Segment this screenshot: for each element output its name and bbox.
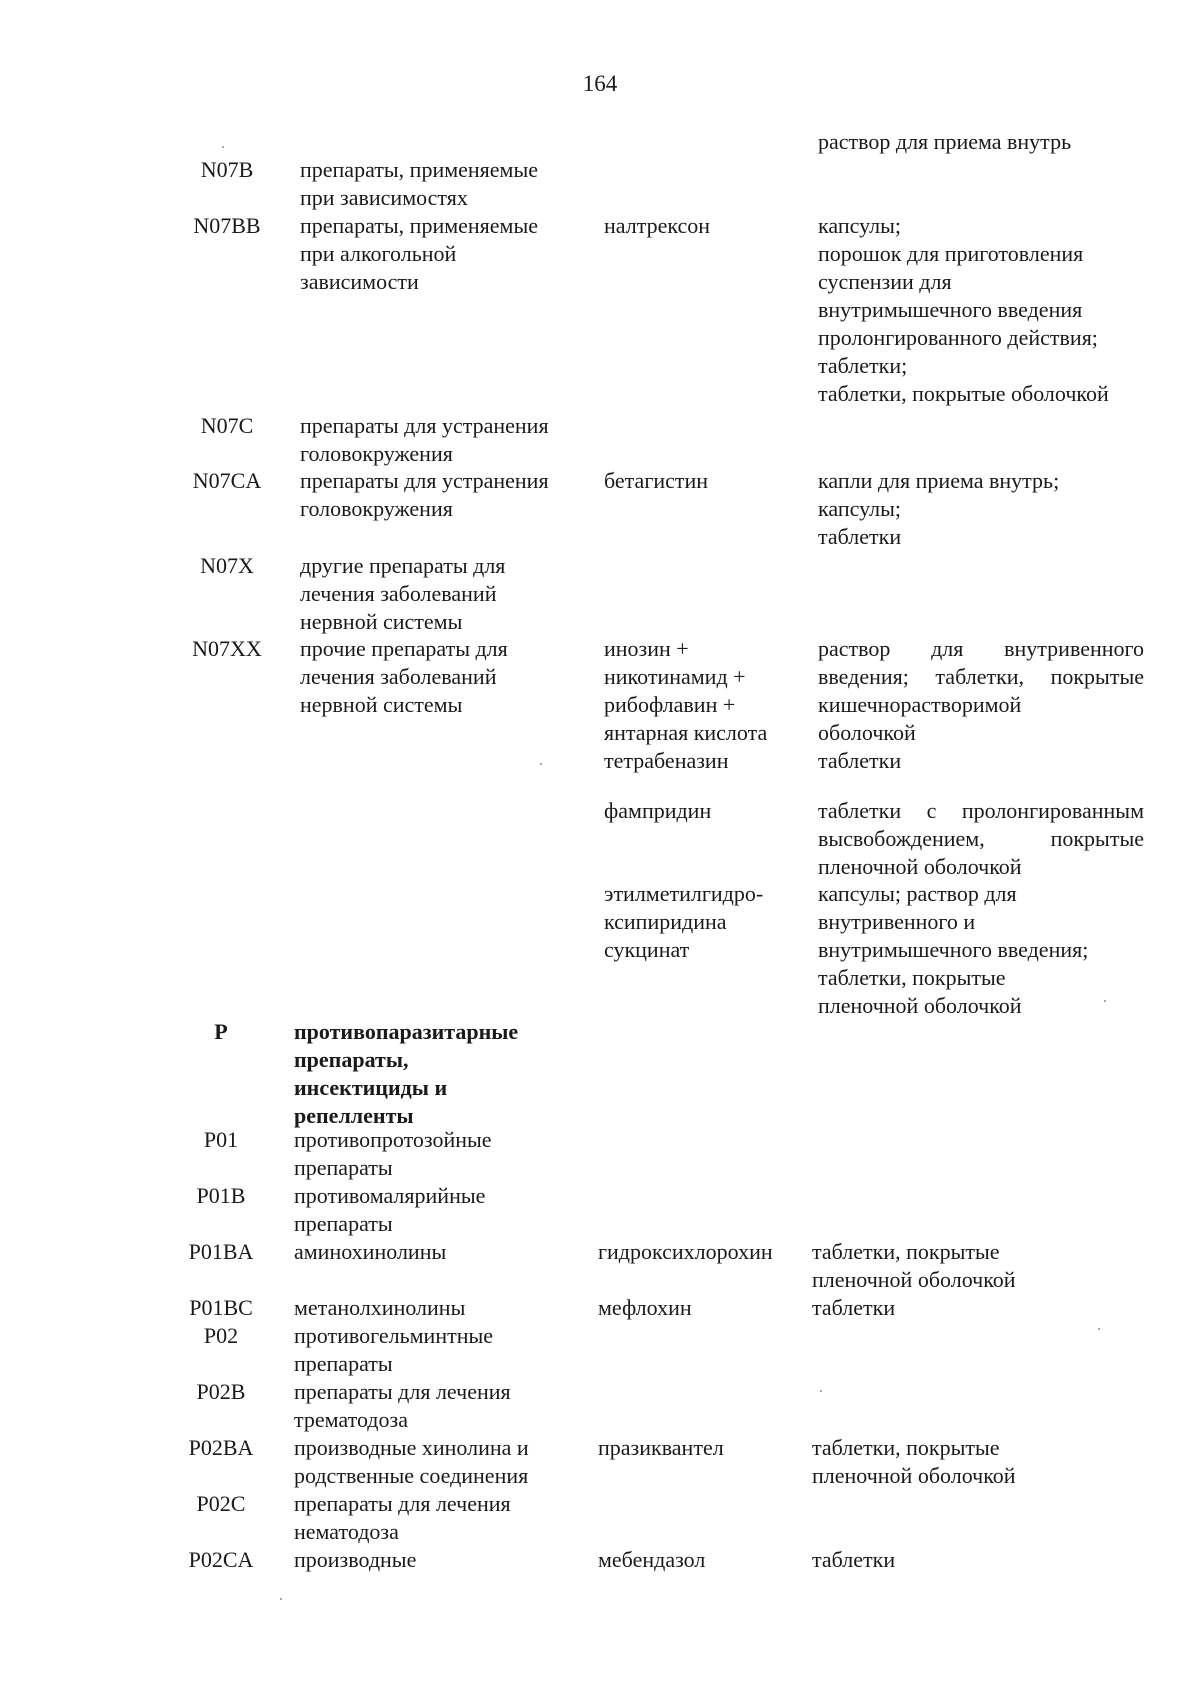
drug-name-line: янтарная кислота [604, 720, 768, 745]
drug-name-line: мебендазол [598, 1547, 706, 1572]
atc-code: N07CA [192, 468, 262, 493]
atc-group-name-line: при зависимостях [300, 185, 468, 210]
dosage-form-line: таблетки [812, 1547, 896, 1572]
dosage-form-line: внутримышечного введения; [818, 937, 1089, 962]
atc-group-name-line: родственные соединения [294, 1463, 529, 1488]
dosage-form-line: внутримышечного введения [818, 297, 1083, 322]
atc-group-name-line: лечения заболеваний [300, 581, 497, 606]
drug-name-line: фампридин [604, 798, 712, 823]
atc-code: N07X [200, 553, 254, 578]
dosage-form-line: раствор для приема внутрь [818, 129, 1072, 154]
atc-group-name-line: прочие препараты для [300, 636, 508, 661]
scan-speck [280, 1598, 282, 1600]
atc-code: P01B [196, 1183, 246, 1208]
dosage-form-line: таблетки [818, 524, 902, 549]
atc-group-name-line: нервной системы [300, 692, 463, 717]
atc-group-name-line: препараты для лечения [294, 1491, 511, 1516]
drug-name-line: инозин + [604, 636, 689, 661]
atc-group-name-line: препараты, применяемые [300, 157, 539, 182]
dosage-form-line: пленочной оболочкой [812, 1267, 1016, 1292]
atc-group-name-line: препараты, применяемые [300, 213, 539, 238]
dosage-form-line: таблетки [812, 1295, 896, 1320]
dosage-form-line: пленочной оболочкой [812, 1463, 1016, 1488]
atc-group-name-line: лечения заболеваний [300, 664, 497, 689]
dosage-form-line: раствор для внутривенного [818, 636, 1144, 661]
atc-code: N07B [200, 157, 254, 182]
dosage-form-line: капли для приема внутрь; [818, 468, 1060, 493]
scan-speck [540, 763, 542, 765]
atc-group-name-line: препараты [294, 1155, 393, 1180]
dosage-form-line: таблетки с пролонгированным [818, 798, 1144, 823]
atc-group-name-line: противомалярийные [294, 1183, 486, 1208]
dosage-form-line: таблетки, покрытые [812, 1239, 1000, 1264]
drug-name-line: празиквантел [598, 1435, 724, 1460]
drug-name-line: налтрексон [604, 213, 711, 238]
drug-name-line: сукцинат [604, 937, 690, 962]
atc-code: N07XX [192, 636, 262, 661]
drug-name-line: рибофлавин + [604, 692, 736, 717]
atc-group-name-line: нематодоза [294, 1519, 399, 1544]
page-number: 164 [582, 71, 618, 96]
atc-code: P02 [203, 1323, 239, 1348]
atc-code: P01BA [188, 1239, 254, 1264]
dosage-form-line: внутривенного и [818, 909, 976, 934]
atc-code: P02CA [188, 1547, 254, 1572]
dosage-form-line: пленочной оболочкой [818, 854, 1022, 879]
atc-group-name-line: другие препараты для [300, 553, 506, 578]
dosage-form-line: таблетки [818, 748, 902, 773]
drug-name-line: ксипиридина [604, 909, 727, 934]
atc-code: P02BA [188, 1435, 254, 1460]
atc-group-name-line: противопротозойные [294, 1127, 492, 1152]
dosage-form-line: таблетки; [818, 353, 908, 378]
dosage-form-line: суспензии для [818, 269, 952, 294]
atc-group-name-line: препараты [294, 1211, 393, 1236]
atc-group-name-line: противогельминтные [294, 1323, 494, 1348]
atc-code: P [214, 1019, 228, 1044]
atc-group-name-line: препараты, [294, 1047, 409, 1072]
drug-name-line: этилметилгидро- [604, 881, 764, 906]
dosage-form-line: пленочной оболочкой [818, 993, 1022, 1018]
atc-group-name-line: препараты для устранения [300, 468, 549, 493]
atc-group-name-line: производные [294, 1547, 417, 1572]
atc-code: P01BC [189, 1295, 253, 1320]
drug-name-line: никотинамид + [604, 664, 746, 689]
dosage-form-line: пролонгированного действия; [818, 325, 1098, 350]
dosage-form-line: высвобождением, покрытые [818, 826, 1144, 851]
atc-group-name-line: метанолхинолины [294, 1295, 466, 1320]
scan-speck [222, 146, 224, 148]
atc-group-name-line: производные хинолина и [294, 1435, 529, 1460]
atc-group-name-line: аминохинолины [294, 1239, 447, 1264]
drug-name-line: гидроксихлорохин [598, 1239, 773, 1264]
atc-code: P02B [196, 1379, 246, 1404]
atc-group-name-line: препараты [294, 1351, 393, 1376]
atc-code: N07C [200, 413, 254, 438]
dosage-form-line: таблетки, покрытые [812, 1435, 1000, 1460]
dosage-form-line: кишечнорастворимой [818, 692, 1022, 717]
atc-group-name-line: головокружения [300, 496, 453, 521]
atc-group-name-line: трематодоза [294, 1407, 408, 1432]
drug-name-line: тетрабеназин [604, 748, 729, 773]
atc-group-name-line: репелленты [294, 1103, 414, 1128]
atc-code: N07BB [193, 213, 261, 238]
atc-group-name-line: противопаразитарные [294, 1019, 519, 1044]
atc-code: P02C [196, 1491, 246, 1516]
atc-group-name-line: головокружения [300, 441, 453, 466]
atc-group-name-line: препараты для лечения [294, 1379, 511, 1404]
atc-group-name-line: инсектициды и [294, 1075, 448, 1100]
dosage-form-line: порошок для приготовления [818, 241, 1084, 266]
drug-name-line: бетагистин [604, 468, 709, 493]
scan-speck [1104, 1000, 1106, 1002]
dosage-form-line: оболочкой [818, 720, 916, 745]
dosage-form-line: капсулы; [818, 496, 901, 521]
dosage-form-line: капсулы; [818, 213, 901, 238]
scan-speck [820, 1390, 822, 1392]
atc-group-name-line: препараты для устранения [300, 413, 549, 438]
dosage-form-line: введения; таблетки, покрытые [818, 664, 1144, 689]
atc-group-name-line: при алкогольной [300, 241, 457, 266]
dosage-form-line: таблетки, покрытые оболочкой [818, 381, 1109, 406]
atc-group-name-line: зависимости [300, 269, 419, 294]
drug-name-line: мефлохин [598, 1295, 692, 1320]
atc-group-name-line: нервной системы [300, 609, 463, 634]
scan-speck [1098, 1328, 1100, 1330]
dosage-form-line: таблетки, покрытые [818, 965, 1006, 990]
dosage-form-line: капсулы; раствор для [818, 881, 1017, 906]
atc-code: P01 [203, 1127, 239, 1152]
